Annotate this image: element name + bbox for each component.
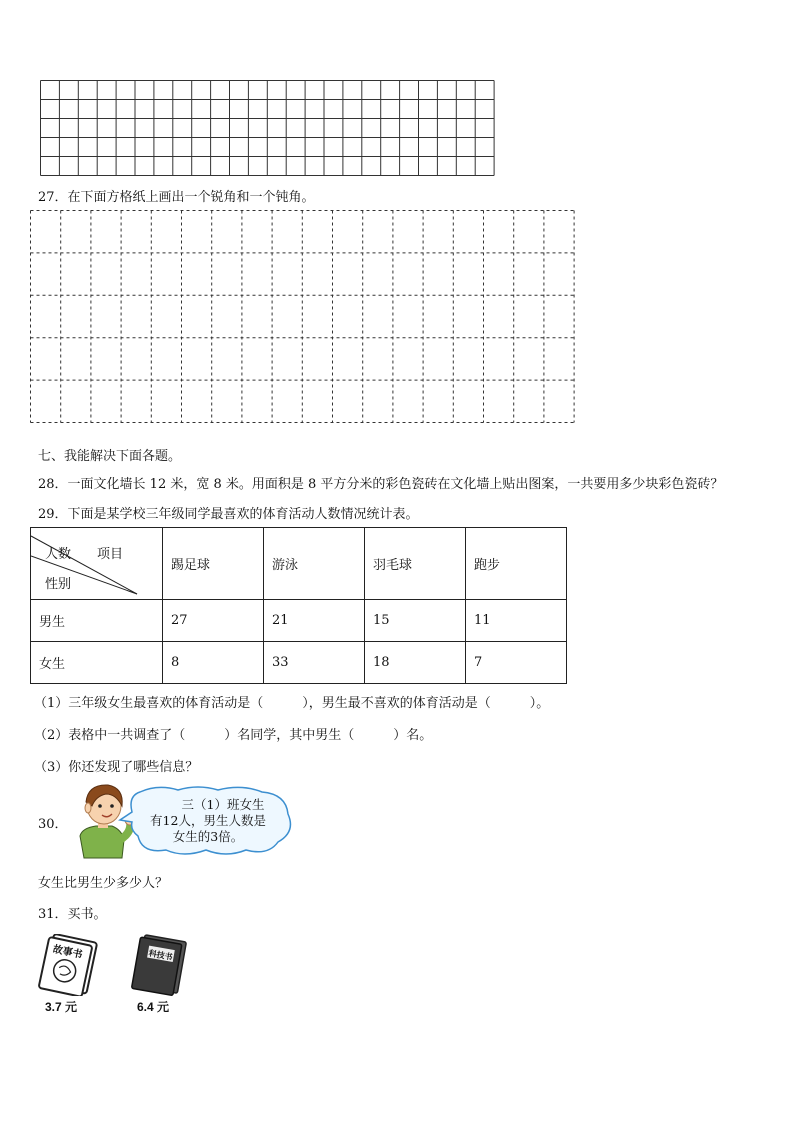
story-book-price: 3.7 元: [45, 1000, 78, 1014]
question-28: 28．一面文化墙长 12 米，宽 8 米。用面积是 8 平方分米的彩色瓷砖在文化墙上贴出图案，一共要用多少块彩色瓷砖？: [38, 477, 724, 492]
table-cell: 27: [163, 600, 264, 642]
table-header: 羽毛球: [365, 528, 466, 600]
table-cell: 33: [264, 642, 365, 684]
bubble-line: 三（1）班女生: [181, 797, 265, 812]
section-7-heading: 七、我能解决下面各题。: [38, 449, 182, 464]
speech-bubble-text: [128, 797, 288, 845]
row-label: 女生: [31, 642, 163, 684]
table-cell: 15: [365, 600, 466, 642]
bubble-line: 女生的3倍。: [172, 829, 244, 844]
table-cell: 11: [466, 600, 567, 642]
question-27: 27．在下面方格纸上画出一个锐角和一个钝角。: [38, 190, 315, 205]
dashed-grid: [30, 210, 575, 425]
table-row: [31, 600, 567, 642]
story-book-title: 故事书: [51, 944, 84, 962]
table-header: 跑步: [466, 528, 567, 600]
bubble-line: 有12人，男生人数是: [150, 813, 266, 828]
corner-label-gender: 性别: [45, 577, 72, 592]
table-header: 游泳: [264, 528, 365, 600]
question-29-sub-1: （1）三年级女生最喜欢的体育活动是（ ），男生最不喜欢的体育活动是（ ）。: [34, 696, 550, 711]
science-book-illustration: [128, 934, 194, 996]
table-header: 踢足球: [163, 528, 264, 600]
question-30-label: 30．: [38, 817, 68, 832]
sports-stats-table: [30, 527, 567, 684]
table-cell: 7: [466, 642, 567, 684]
table-cell: 8: [163, 642, 264, 684]
table-corner-cell: [31, 528, 163, 600]
question-29-sub-2: （2）表格中一共调查了（ ）名同学，其中男生（ ）名。: [34, 728, 433, 743]
question-31: 31．买书。: [38, 907, 107, 922]
question-29-sub-3: （3）你还发现了哪些信息？: [34, 760, 199, 775]
science-book-price: 6.4 元: [137, 1000, 170, 1014]
question-30-prompt: 女生比男生少多少人？: [38, 876, 169, 891]
story-book-illustration: [38, 934, 104, 996]
corner-label-count: 人数: [45, 547, 72, 562]
table-cell: 21: [264, 600, 365, 642]
question-29: 29．下面是某学校三年级同学最喜欢的体育活动人数情况统计表。: [38, 507, 419, 522]
top-grid: [40, 80, 496, 176]
science-book-title: 科技书: [148, 948, 174, 962]
row-label: 男生: [31, 600, 163, 642]
table-row: [31, 642, 567, 684]
table-cell: 18: [365, 642, 466, 684]
corner-label-item: 项目: [97, 547, 124, 562]
